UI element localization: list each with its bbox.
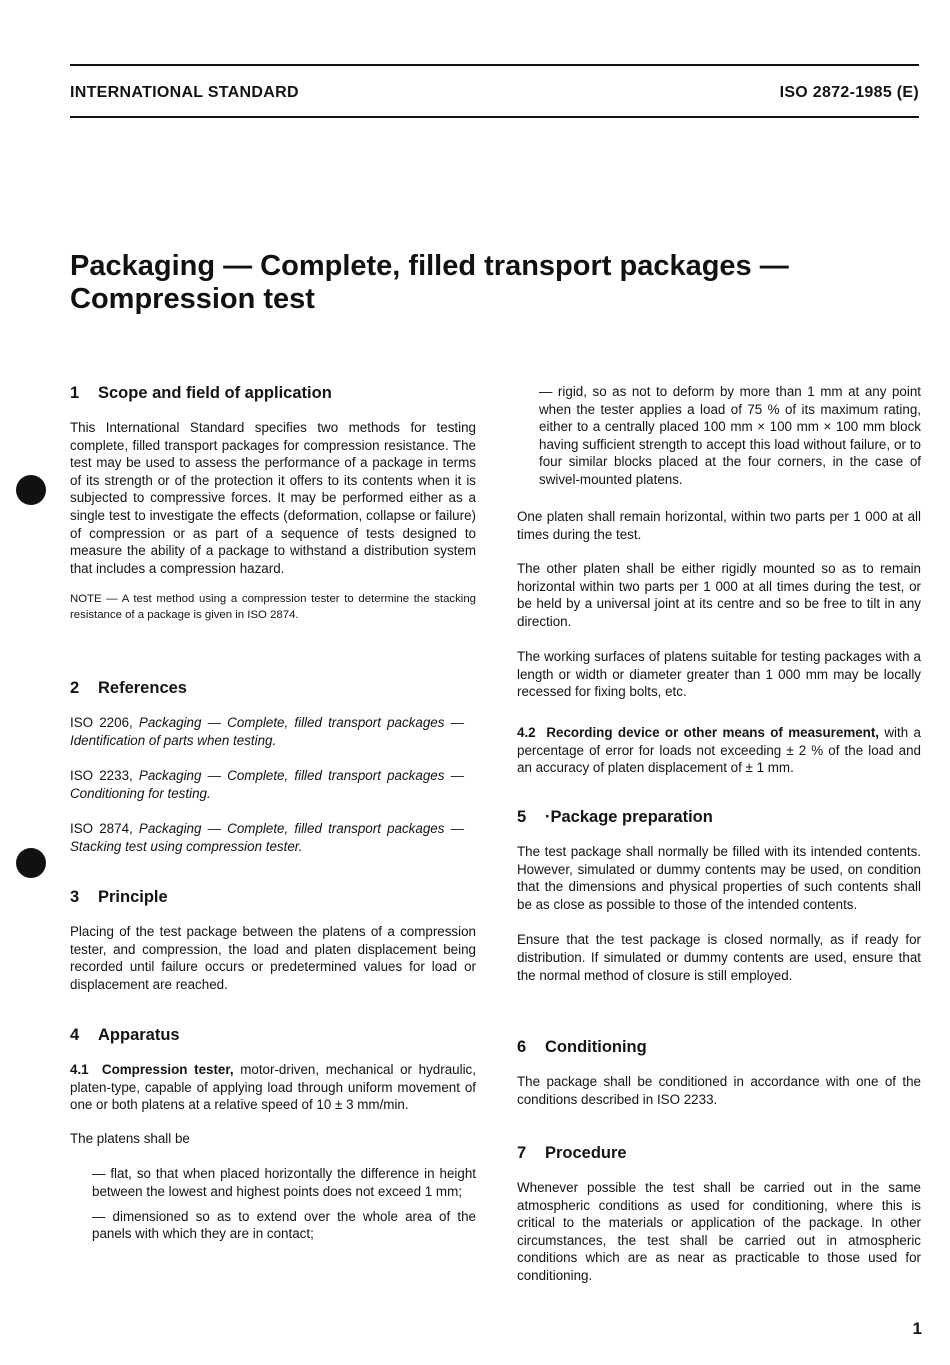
platen-requirement-dimensioned: — dimensioned so as to extend over the whole area of the panels with which they are in contact; [92, 1208, 476, 1242]
header-rule-top [70, 64, 919, 66]
section-2 [70, 678, 476, 856]
section-1-body: This International Standard specifies two methods for testing complete, filled transport packages for compression resistance. The test may be used to assess the performance of a package in terms of its strength or of the protection it offers to its contents when it is subjected to compressive forces. It may be performed either as a single test to investigate the effects (deformation, collapse or failure) of compression or as part of a sequence of tests designed to measure the ability of a package to withstand a distribution system that includes a compression hazard. [70, 420, 476, 576]
section-heading: 6 Conditioning [517, 1038, 647, 1056]
page-title-line1: Packaging — Complete, filled transport packages — [70, 250, 789, 282]
reference-item: ISO 2206, Packaging — Complete, filled transport packages — Identification of parts when testing. [70, 715, 464, 748]
section-7-body: Whenever possible the test shall be carried out in the same atmospheric conditions as used for conditioning, where this is critical to the materials or application of the package. In other circumstances, the test shall be carried out in atmospheric conditions which are as near as practicable to those used for conditioning. [517, 1180, 921, 1283]
platens-intro: The platens shall be [70, 1130, 190, 1146]
section-1 [70, 383, 476, 623]
subsection-4-2: 4.2 Recording device or other means of measurement, with a percentage of error for loads not exceeding ± 2 % of the load and an accuracy of platen displacement of ± 1 mm. [517, 725, 921, 776]
header-standard-label: INTERNATIONAL STANDARD [70, 84, 299, 101]
header-rule-bottom [70, 116, 919, 118]
page-title [70, 250, 930, 316]
reference-item: ISO 2874, Packaging — Complete, filled transport packages — Stacking test using compression tester. [70, 821, 464, 854]
section-heading: 4 Apparatus [70, 1026, 180, 1044]
platen-requirement-rigid: — rigid, so as not to deform by more than 1 mm at any point when the tester applies a load of 75 % of its maximum rating, either to a centrally placed 100 mm × 100 mm × 100 mm block having sufficient strength to accept this load without failure, or to four similar blocks placed at the four corners, in the case of swivel-mounted platens. [539, 384, 921, 487]
section-3-body: Placing of the test package between the platens of a compression tester, and compression, the load and platen displacement being recorded until failure occurs or predetermined values for load or displacement are reached. [70, 924, 476, 992]
margin-bullet [16, 475, 46, 505]
platen-paragraph: The other platen shall be either rigidly mounted so as to remain horizontal within two parts per 1 000 at all times during the test, or be held by a universal joint at its centre and so be free to tilt in any direction. [517, 561, 921, 629]
section-heading: 7 Procedure [517, 1144, 627, 1162]
section-7 [517, 1143, 921, 1285]
section-6-body: The package shall be conditioned in accordance with one of the conditions described in ISO 2233. [517, 1074, 921, 1107]
section-5 [517, 807, 921, 984]
page-title-line2: Compression test [70, 283, 315, 315]
page-number: 1 [912, 1319, 922, 1338]
section-heading: 2 References [70, 679, 187, 697]
subsection-4-1: 4.1 Compression tester, motor-driven, mechanical or hydraulic, platen-type, capable of applying load through uniform movement of one or both platens at a relative speed of 10 ± 3 mm/min. [70, 1062, 476, 1113]
reference-item: ISO 2233, Packaging — Complete, filled transport packages — Conditioning for testing. [70, 768, 464, 801]
margin-bullet [16, 848, 46, 878]
section-3 [70, 887, 476, 993]
section-6 [517, 1037, 921, 1108]
section-1-note: NOTE — A test method using a compression tester to determine the stacking resistance of a package is given in ISO 2874. [70, 593, 476, 622]
section-5-body: The test package shall normally be filled with its intended contents. However, simulated or dummy contents may be used, on condition that the dimensions and physical properties of such contents shall be as close as possible to those of the intended contents. [517, 844, 921, 912]
section-heading: 1 Scope and field of application [70, 384, 332, 402]
platen-paragraph: The working surfaces of platens suitable for testing packages with a length or width or diameter greater than 1 000 mm may be locally recessed for fixing bolts, etc. [517, 649, 921, 700]
header-doc-number: ISO 2872-1985 (E) [779, 84, 919, 101]
section-5-body: Ensure that the test package is closed normally, as if ready for distribution. If simulated or dummy contents are used, ensure that the normal method of closure is still employed. [517, 932, 921, 983]
section-heading: 5 ·Package preparation [517, 808, 713, 826]
section-heading: 3 Principle [70, 888, 168, 906]
section-4 [70, 1025, 476, 1243]
platen-requirement-flat: — flat, so that when placed horizontally the difference in height between the lowest and highest points does not exceed 1 mm; [92, 1166, 476, 1199]
platen-paragraph: One platen shall remain horizontal, within two parts per 1 000 at all times during the test. [517, 509, 921, 542]
